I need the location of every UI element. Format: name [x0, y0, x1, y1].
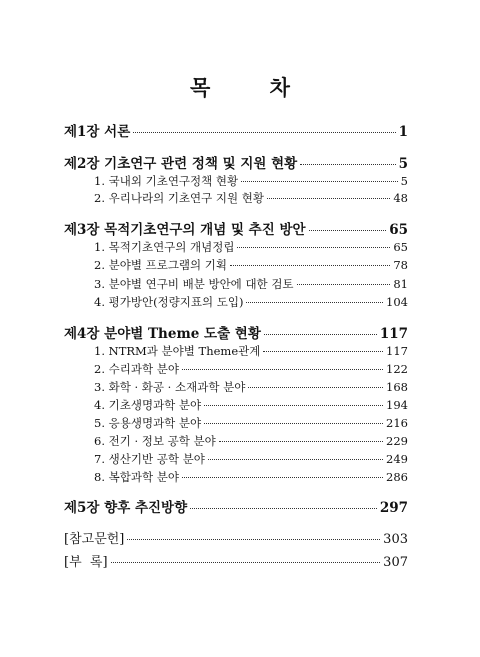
- toc-entry-page: 81: [393, 277, 408, 291]
- dot-leader: [264, 334, 377, 335]
- toc-entry-label: 4. 평가방안(정량지표의 도입): [94, 295, 244, 309]
- dot-leader: [127, 539, 380, 540]
- dot-leader: [246, 302, 383, 303]
- toc-entry-label: 7. 생산기반 공학 분야: [94, 452, 205, 466]
- dot-leader: [204, 423, 383, 424]
- toc-entry-label: 1. NTRM과 분야별 Theme관계: [94, 344, 261, 358]
- dot-leader: [182, 477, 383, 478]
- dot-leader: [208, 459, 383, 460]
- toc-entry[interactable]: [64, 257, 408, 273]
- toc-entry-label: 8. 복합과학 분야: [94, 470, 179, 484]
- toc-entry-label: 제3장 목적기초연구의 개념 및 추진 방안: [64, 222, 306, 238]
- dot-leader: [300, 164, 395, 165]
- toc-entry-page: 297: [379, 500, 408, 516]
- toc-entry-label: 1. 목적기초연구의 개념정립: [94, 240, 235, 254]
- toc-entry-label: 2. 수리과학 분야: [94, 362, 179, 376]
- toc-entry[interactable]: [64, 239, 408, 255]
- toc-entry[interactable]: [64, 294, 408, 310]
- toc-entry[interactable]: [64, 152, 408, 172]
- toc-entry[interactable]: [64, 361, 408, 377]
- toc-entry[interactable]: [64, 397, 408, 413]
- toc-entry[interactable]: [64, 218, 408, 238]
- toc-entry[interactable]: [64, 322, 408, 342]
- toc-entry[interactable]: [64, 415, 408, 431]
- toc-entry-page: 1: [398, 124, 408, 140]
- toc-entry-page: 65: [393, 240, 408, 254]
- dot-leader: [230, 265, 390, 266]
- toc-entry[interactable]: [64, 343, 408, 359]
- toc-entry-page: 307: [383, 555, 408, 570]
- toc-entry-label: [부 록]: [64, 555, 108, 570]
- toc-entry-label: 1. 국내외 기초연구정책 현황: [94, 174, 239, 188]
- toc-entry[interactable]: [64, 528, 408, 547]
- toc-entry-page: 48: [393, 191, 408, 205]
- dot-leader: [309, 230, 387, 231]
- toc-entry[interactable]: [64, 496, 408, 516]
- toc-entry-label: 2. 우리나라의 기초연구 지원 현황: [94, 191, 265, 205]
- toc-entry[interactable]: [64, 190, 408, 206]
- toc-entry-page: 5: [400, 174, 408, 188]
- toc-entry-label: 4. 기초생명과학 분야: [94, 398, 202, 412]
- toc-entry[interactable]: [64, 379, 408, 395]
- dot-leader: [297, 284, 391, 285]
- toc-entry-page: 286: [386, 470, 408, 484]
- toc-entry-page: 303: [383, 532, 408, 547]
- toc-entry[interactable]: [64, 551, 408, 570]
- toc-entry-label: 3. 화학 · 화공 · 소재과학 분야: [94, 380, 246, 394]
- toc-entry-label: 5. 응용생명과학 분야: [94, 416, 202, 430]
- dot-leader: [237, 247, 390, 248]
- toc-entry-label: [참고문헌]: [64, 532, 125, 547]
- toc-entry-page: 216: [386, 416, 408, 430]
- toc-entry-label: 6. 전기 · 정보 공학 분야: [94, 434, 216, 448]
- dot-leader: [267, 198, 390, 199]
- toc-entry-page: 229: [386, 434, 408, 448]
- toc-entry-page: 78: [393, 258, 408, 272]
- toc-entry[interactable]: [64, 120, 408, 140]
- dot-leader: [263, 351, 383, 352]
- dot-leader: [182, 369, 383, 370]
- toc-entry[interactable]: [64, 451, 408, 467]
- toc-entry-page: 5: [398, 156, 408, 172]
- toc-entry[interactable]: [64, 469, 408, 485]
- toc-entry-page: 117: [379, 326, 408, 342]
- toc-entry-page: 194: [386, 398, 408, 412]
- toc-entry-page: 117: [386, 344, 408, 358]
- toc-entry-label: 제1장 서론: [64, 124, 131, 140]
- toc-entry-page: 249: [386, 452, 408, 466]
- toc-entry[interactable]: [64, 433, 408, 449]
- toc-entry-page: 168: [386, 380, 408, 394]
- toc-entry-label: 제4장 분야별 Theme 도출 현황: [64, 326, 261, 342]
- page-title: 목 차: [190, 75, 316, 100]
- toc-entry-label: 2. 분야별 프로그램의 기획: [94, 258, 228, 272]
- dot-leader: [190, 508, 377, 509]
- toc-entry-page: 65: [389, 222, 408, 238]
- toc-entry-label: 제5장 향후 추진방향: [64, 500, 188, 516]
- dot-leader: [111, 562, 381, 563]
- dot-leader: [133, 132, 395, 133]
- toc-entry[interactable]: [64, 276, 408, 292]
- toc-entry-page: 122: [386, 362, 408, 376]
- dot-leader: [219, 441, 383, 442]
- toc-entry[interactable]: [64, 173, 408, 189]
- toc-entry-label: 3. 분야별 연구비 배분 방안에 대한 검토: [94, 277, 294, 291]
- toc-entry-label: 제2장 기초연구 관련 정책 및 지원 현황: [64, 156, 298, 172]
- toc-entry-page: 104: [386, 295, 408, 309]
- dot-leader: [204, 405, 383, 406]
- dot-leader: [248, 387, 383, 388]
- dot-leader: [241, 181, 398, 182]
